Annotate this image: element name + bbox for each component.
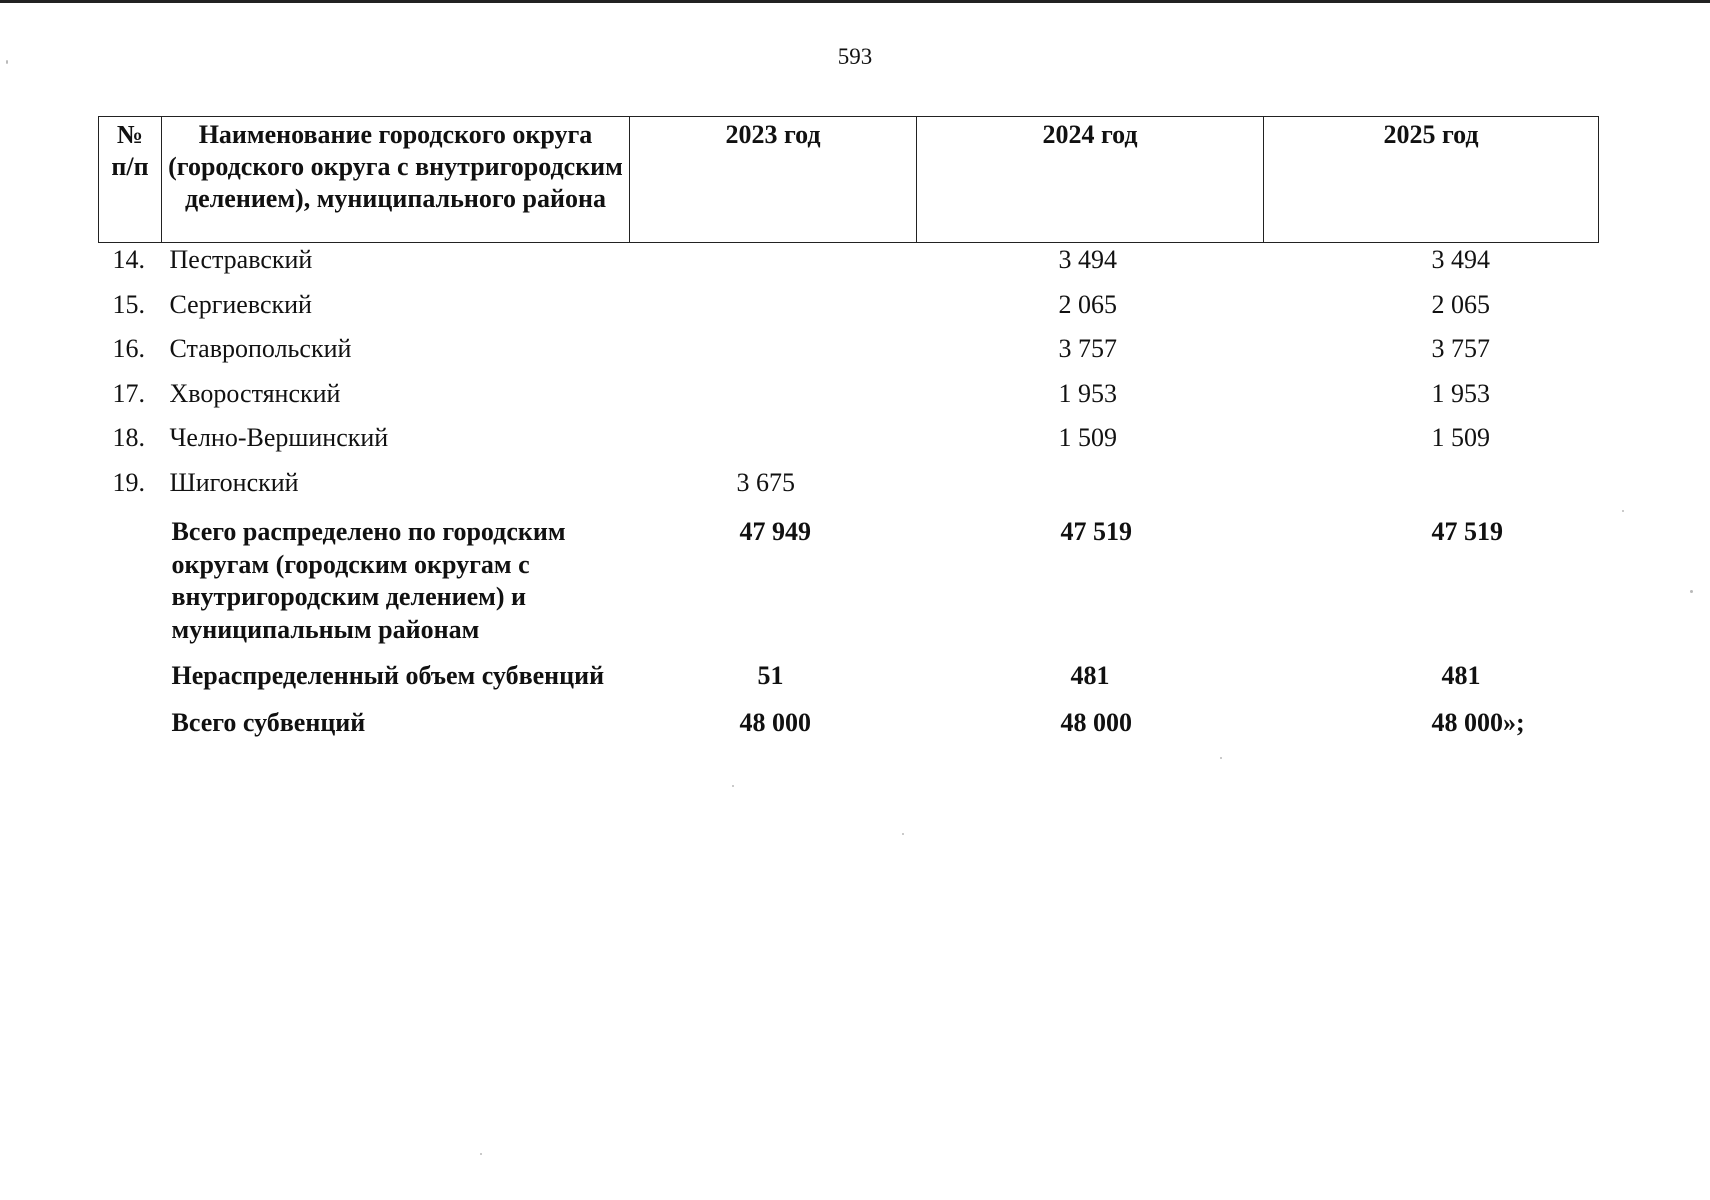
scan-speck bbox=[1690, 590, 1693, 593]
row-value-2023 bbox=[630, 288, 917, 333]
header-number: № п/п bbox=[99, 117, 162, 243]
scan-speck bbox=[480, 1153, 482, 1155]
total-subventions-2024: 48 000 bbox=[1060, 707, 1132, 737]
row-name: Ставропольский bbox=[169, 334, 352, 363]
row-value-2024: 1 953 bbox=[1058, 378, 1117, 408]
total-distributed-row bbox=[99, 510, 1599, 654]
undistributed-2025: 481 bbox=[1441, 661, 1481, 690]
row-value-2024: 1 509 bbox=[1058, 423, 1117, 452]
total-distributed-2023: 47 949 bbox=[739, 517, 811, 546]
total-distributed-2025: 47 519 bbox=[1431, 517, 1503, 546]
undistributed-label: Нераспределенный объем субвенций bbox=[171, 661, 605, 690]
row-name: Шигонский bbox=[169, 467, 299, 497]
row-value-2024: 3 494 bbox=[1058, 245, 1117, 274]
row-value-2025: 3 757 bbox=[1431, 334, 1490, 363]
row-value-2023 bbox=[630, 332, 917, 377]
row-value-2023: 3 675 bbox=[736, 467, 795, 497]
row-value-2024: 3 757 bbox=[1058, 334, 1117, 363]
row-name: Хворостянский bbox=[169, 378, 341, 408]
header-year-2025: 2025 год bbox=[1264, 117, 1599, 243]
total-subventions-2025: 48 000»; bbox=[1431, 707, 1525, 737]
header-year-2023: 2023 год bbox=[630, 117, 917, 243]
table-row bbox=[99, 466, 1599, 511]
scan-speck bbox=[732, 785, 734, 787]
row-name: Пестравский bbox=[169, 245, 313, 274]
header-municipality-name: Наименование городского округа (городского округа с внутригородским делением), муниципального района bbox=[162, 117, 630, 243]
row-number: 18. bbox=[112, 423, 145, 452]
row-value-2023 bbox=[630, 243, 917, 288]
subvention-table bbox=[98, 116, 1599, 747]
total-distributed-2024: 47 519 bbox=[1060, 517, 1132, 546]
table-row bbox=[99, 421, 1599, 466]
row-value-2025: 3 494 bbox=[1431, 245, 1490, 274]
row-name: Сергиевский bbox=[169, 289, 312, 319]
total-distributed-label: Всего распределено по городским округам (городским округам с внутригородским делением) и муниципальным районам bbox=[171, 517, 566, 644]
total-subventions-label: Всего субвенций bbox=[171, 707, 366, 737]
row-value-2025: 1 509 bbox=[1431, 423, 1490, 452]
page-top-edge bbox=[0, 0, 1710, 3]
undistributed-2024: 481 bbox=[1070, 661, 1110, 690]
row-number: 16. bbox=[112, 334, 145, 363]
row-value-2025 bbox=[1264, 466, 1599, 511]
total-subventions-row bbox=[99, 701, 1599, 748]
table-row bbox=[99, 332, 1599, 377]
row-number: 19. bbox=[112, 467, 145, 497]
header-year-2024: 2024 год bbox=[917, 117, 1264, 243]
row-value-2025: 1 953 bbox=[1431, 378, 1490, 408]
scan-speck bbox=[6, 60, 8, 64]
table-header-row bbox=[99, 117, 1599, 243]
row-number: 14. bbox=[112, 245, 145, 274]
scan-speck bbox=[1622, 510, 1624, 512]
table-row bbox=[99, 243, 1599, 288]
row-number: 17. bbox=[112, 378, 145, 408]
row-value-2024: 2 065 bbox=[1058, 289, 1117, 319]
undistributed-row bbox=[99, 654, 1599, 701]
total-subventions-2023: 48 000 bbox=[739, 707, 811, 737]
scan-speck bbox=[1220, 757, 1222, 759]
row-number: 15. bbox=[112, 289, 145, 319]
row-name: Челно-Вершинский bbox=[169, 423, 389, 452]
table-row bbox=[99, 288, 1599, 333]
table-row bbox=[99, 377, 1599, 422]
row-value-2024 bbox=[917, 466, 1264, 511]
row-value-2023 bbox=[630, 421, 917, 466]
row-value-2025: 2 065 bbox=[1431, 289, 1490, 319]
page-number: 593 bbox=[837, 44, 873, 69]
row-value-2023 bbox=[630, 377, 917, 422]
scan-speck bbox=[902, 833, 904, 835]
undistributed-2023: 51 bbox=[757, 661, 784, 690]
